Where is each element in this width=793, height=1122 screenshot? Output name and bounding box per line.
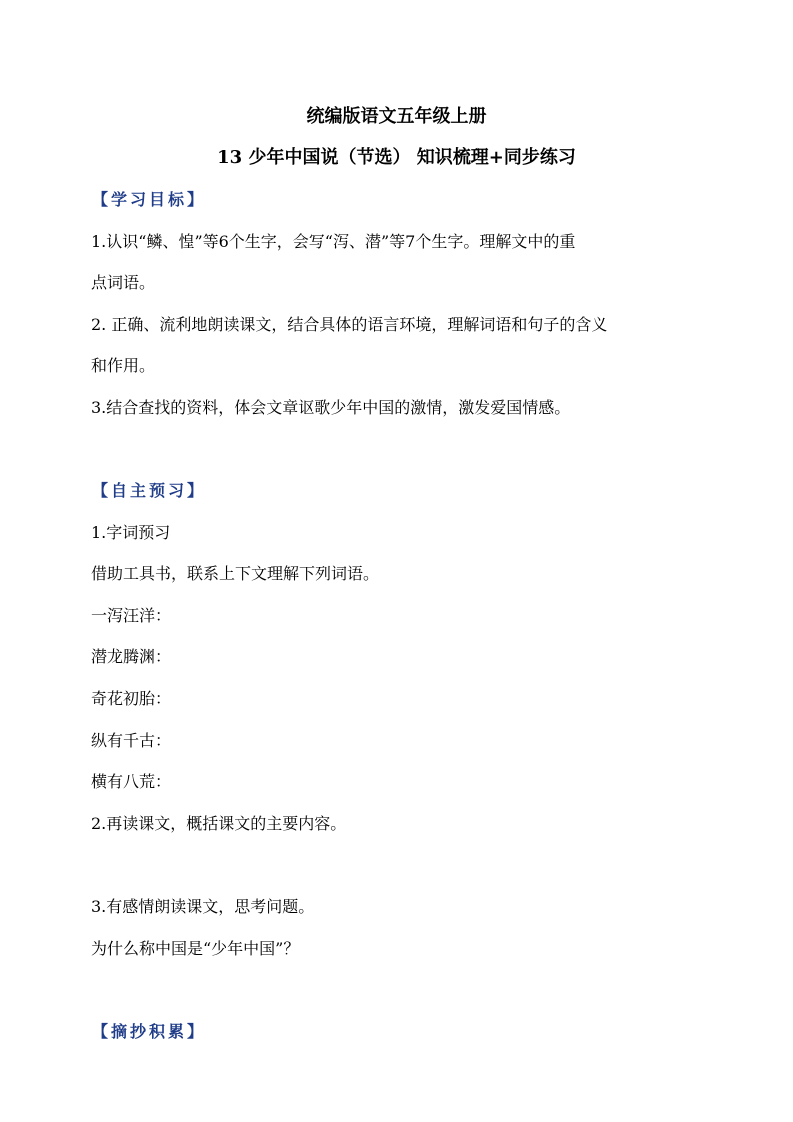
vocab-item: 奇花初胎： bbox=[91, 689, 172, 708]
preview-line: 2.再读课文，概括课文的主要内容。 bbox=[91, 814, 347, 833]
document-title: 统编版语文五年级上册 bbox=[306, 106, 487, 127]
preview-line: 3.有感情朗读课文，思考问题。 bbox=[91, 897, 315, 916]
vocab-item: 一泻汪洋： bbox=[91, 606, 172, 625]
section-heading-excerpt: 【摘抄积累】 bbox=[92, 1022, 207, 1041]
preview-line: 借助工具书，联系上下文理解下列词语。 bbox=[91, 564, 380, 583]
section-heading-goals: 【学习目标】 bbox=[92, 190, 207, 209]
goal-line: 2. 正确、流利地朗读课文，结合具体的语言环境，理解词语和句子的含义 bbox=[91, 315, 608, 334]
vocab-item: 纵有千古： bbox=[91, 731, 172, 750]
goal-line: 和作用。 bbox=[91, 356, 156, 375]
section-heading-preview: 【自主预习】 bbox=[92, 481, 207, 500]
preview-line: 1.字词预习 bbox=[91, 523, 171, 542]
goal-line: 点词语。 bbox=[91, 273, 156, 292]
vocab-item: 横有八荒： bbox=[91, 772, 172, 791]
goal-line: 3.结合查找的资料，体会文章讴歌少年中国的激情，激发爱国情感。 bbox=[91, 398, 571, 417]
preview-line: 为什么称中国是“少年中国”？ bbox=[91, 939, 300, 958]
goal-line: 1.认识“鳞、惶”等6个生字，会写“泻、潜”等7个生字。理解文中的重 bbox=[91, 232, 576, 251]
lesson-title: 13 少年中国说（节选） 知识梳理+同步练习 bbox=[217, 147, 576, 168]
vocab-item: 潜龙腾渊： bbox=[91, 647, 172, 666]
